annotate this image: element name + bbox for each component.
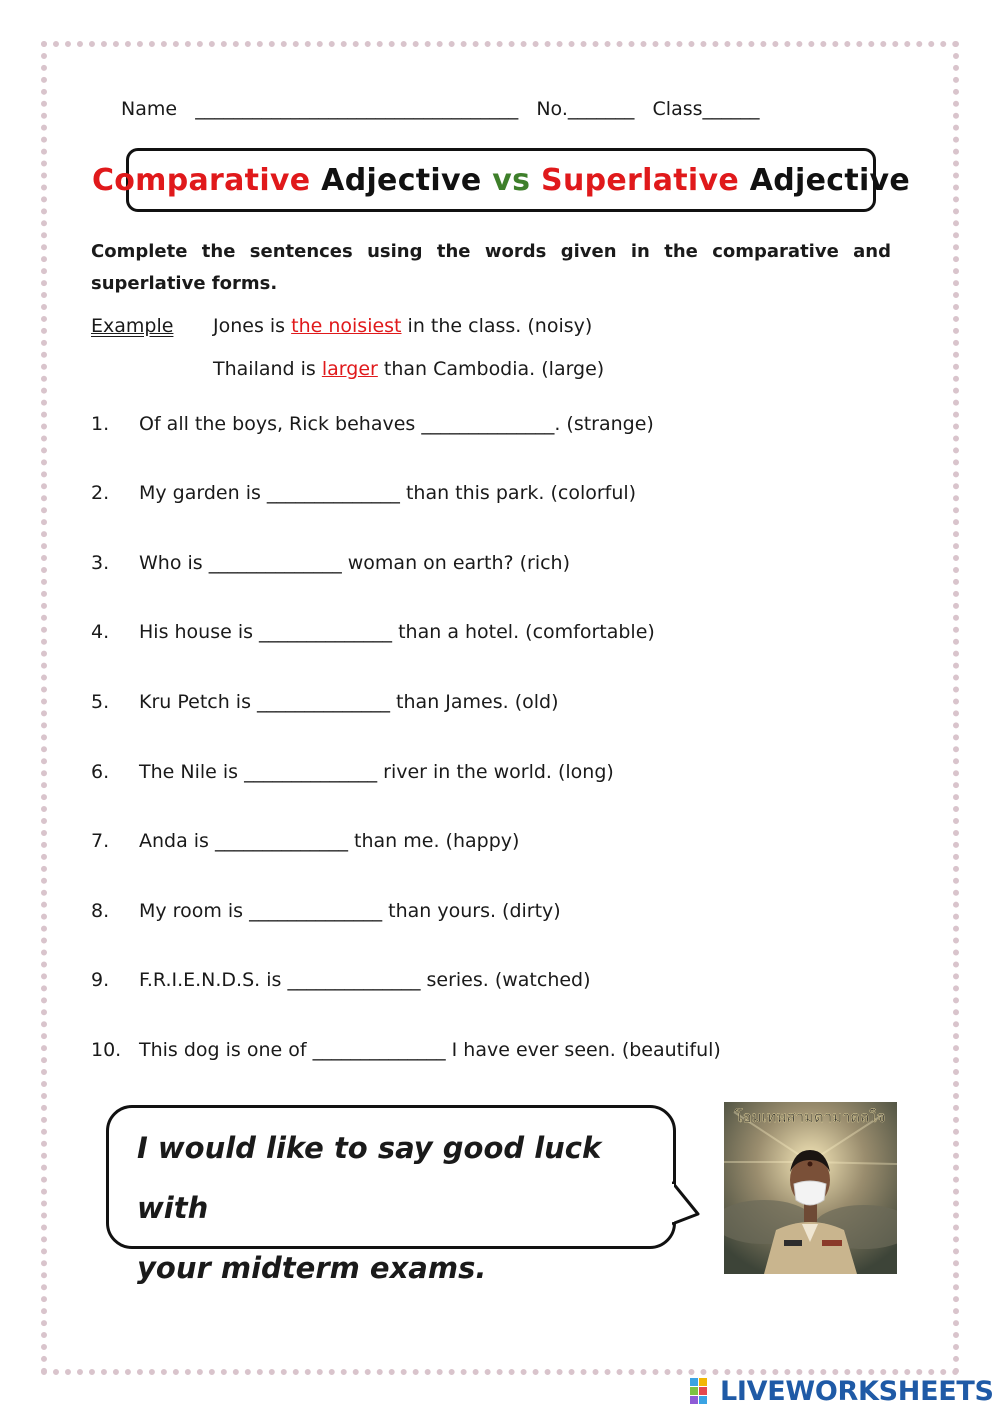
question-9[interactable] — [91, 969, 591, 991]
question-number: 4. — [91, 621, 110, 643]
question-number: 6. — [91, 761, 110, 783]
example-line-2 — [213, 358, 604, 380]
number-blank[interactable]: _______ — [567, 98, 635, 120]
question-text: My room is ______________ than yours. (dirty) — [139, 900, 561, 922]
example-line-1 — [213, 315, 592, 337]
name-blank[interactable]: __________________________________ — [195, 98, 519, 120]
question-4[interactable] — [91, 621, 655, 643]
question-8[interactable] — [91, 900, 561, 922]
title-adjective-1: Adjective — [321, 162, 482, 198]
question-number: 8. — [91, 900, 110, 922]
question-3[interactable] — [91, 552, 570, 574]
title-adjective-2: Adjective — [749, 162, 911, 198]
question-text: My garden is ______________ than this park. (colorful) — [139, 482, 637, 504]
question-text: His house is ______________ than a hotel. (comfortable) — [139, 621, 655, 643]
bubble-line-1: I would like to say good luck with — [137, 1131, 602, 1225]
title-comparative: Comparative — [91, 162, 311, 198]
speech-bubble-tail — [672, 1180, 702, 1230]
question-number: 7. — [91, 830, 110, 852]
liveworksheets-wordmark: LIVEWORKSHEETS — [720, 1375, 994, 1407]
question-text: Kru Petch is ______________ than James. (old) — [139, 691, 559, 713]
question-text: F.R.I.E.N.D.S. is ______________ series. (watched) — [139, 969, 591, 991]
question-text: Who is ______________ woman on earth? (rich) — [139, 552, 571, 574]
question-number: 2. — [91, 482, 110, 504]
class-blank[interactable]: ______ — [702, 98, 760, 120]
example-1-after: in the class. (noisy) — [401, 315, 593, 337]
question-number: 10. — [91, 1039, 122, 1061]
example-1-answer: the noisiest — [291, 315, 402, 337]
question-text: The Nile is ______________ river in the world. (long) — [139, 761, 614, 783]
liveworksheets-logo — [690, 1375, 994, 1407]
question-number: 5. — [91, 691, 110, 713]
question-text: Anda is ______________ than me. (happy) — [139, 830, 520, 852]
question-5[interactable] — [91, 691, 558, 713]
student-info-line — [121, 98, 760, 120]
question-6[interactable] — [91, 761, 614, 783]
question-number: 3. — [91, 552, 110, 574]
bubble-line-2: your midterm exams. — [137, 1251, 487, 1285]
speech-bubble-text — [137, 1118, 657, 1298]
worksheet-title — [91, 148, 911, 212]
class-label: Class — [652, 98, 703, 120]
example-2-answer: larger — [321, 358, 378, 380]
example-2-after: than Cambodia. (large) — [377, 358, 605, 380]
question-number: 9. — [91, 969, 110, 991]
title-superlative: Superlative — [541, 162, 739, 198]
title-vs: vs — [492, 162, 531, 198]
number-label: No. — [536, 98, 568, 120]
example-label: Example — [91, 315, 174, 337]
photo-caption: โอมเทพสามตามาดลใจ — [734, 1108, 886, 1126]
question-2[interactable] — [91, 482, 636, 504]
question-1[interactable] — [91, 413, 654, 435]
instructions: Complete the sentences using the words given in the comparative and superlative forms. — [91, 241, 891, 294]
liveworksheets-icon — [690, 1378, 716, 1404]
question-number: 1. — [91, 413, 110, 435]
question-text: This dog is one of ______________ I have ever seen. (beautiful) — [139, 1039, 721, 1061]
example-2-before: Thailand is — [213, 358, 322, 380]
example-1-before: Jones is — [213, 315, 292, 337]
name-label: Name — [121, 98, 178, 120]
question-10[interactable] — [91, 1039, 721, 1061]
teacher-photo — [724, 1102, 897, 1274]
question-text: Of all the boys, Rick behaves ______________. (strange) — [139, 413, 654, 435]
question-7[interactable] — [91, 830, 519, 852]
